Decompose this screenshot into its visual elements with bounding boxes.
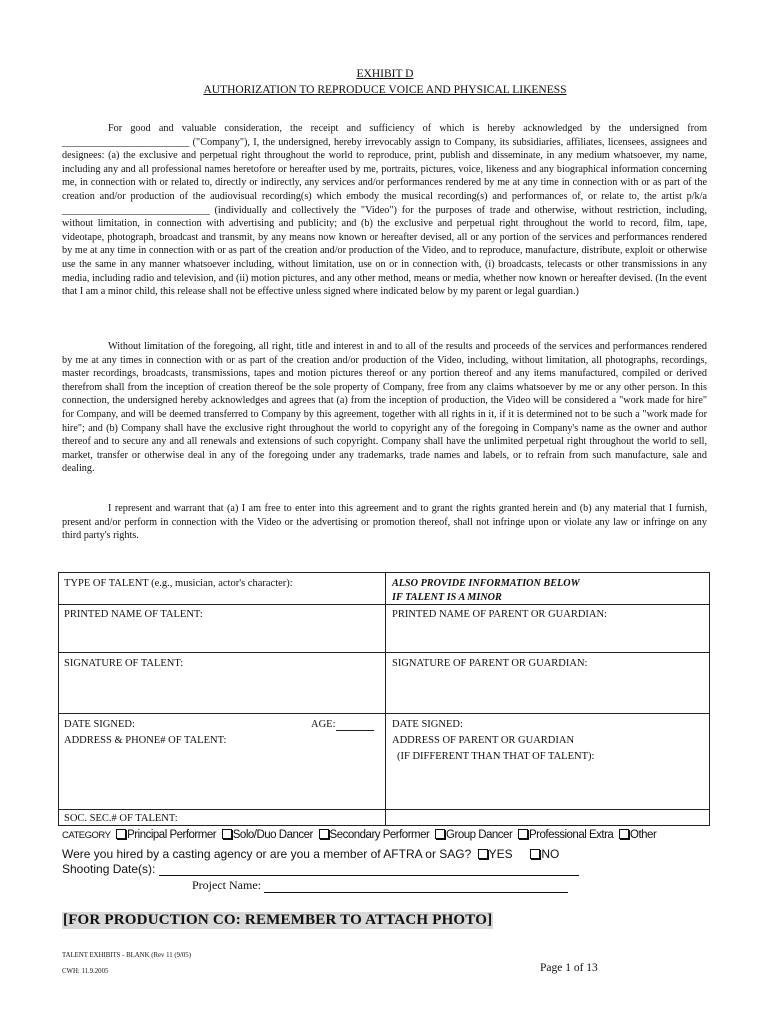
casting-question: Were you hired by a casting agency or are you a member of AFTRA or SAG? xyxy=(62,847,472,861)
project-name-row xyxy=(192,878,568,893)
paragraph-grant-of-rights: For good and valuable consideration, the receipt and sufficiency of which is hereby acknowledged by the undersigned from _________________________ ("Company"), I, the undersigned, hereby irrevocably assign to Company, its subsidiaries, affiliates, licensees, assignees and designees: (a) the exclusive and perpetual right throughout the world to reproduce, print, publish and disseminate, in any medium whatsoever, my name, including any and all professional names heretofore or hereafter used by me, portraits, pictures, voice, likeness and any biographical information concerning me, in connection with or related to, directly or indirectly, any services and/or performances rendered by me at any time in connection with or as part of the creation and/or production of the audiovisual recording(s) which embody the musical recording(s) and performances of, or relate to, the artist p/k/a _____________________________ (individually and collectively the "Video") for the purposes of trade and otherwise, without restriction, including, without limitation, in connection with advertising and publicity; and (b) the exclusive and perpetual right throughout the world to record, film, tape, videotape, photograph, broadcast and transmit, by any means now known or hereafter devised, all or any portion of the services and performances rendered by me at any time in connection with or as part of the creation and/or production of the Video, and to reproduce, manufacture, distribute, exploit or otherwise use the same in any manner whatsoever including, without limitation, use on or in connection with, (i) broadcasts, telecasts or other transmissions in any media, including radio and television, and (ii) motion pictures, and any other method, means or media, whether now known or hereafter devised. (In the event that I am a minor child, this release shall not be effective unless signed where indicated below by my parent or legal guardian.) xyxy=(62,123,707,298)
shooting-dates-label: Shooting Date(s): xyxy=(62,862,156,876)
casting-question-row xyxy=(62,847,559,861)
signature-parent-field[interactable]: SIGNATURE OF PARENT OR GUARDIAN: xyxy=(392,658,588,669)
table-row-divider xyxy=(59,652,709,653)
option-solo-duo-dancer: Solo/Duo Dancer xyxy=(232,829,313,841)
project-name-field[interactable] xyxy=(264,881,568,893)
footer-revision: CWH: 11.9.2005 xyxy=(62,968,109,975)
option-principal-performer: Principal Performer xyxy=(127,829,217,841)
checkbox-principal-performer[interactable] xyxy=(116,829,126,839)
minor-note-line1: ALSO PROVIDE INFORMATION BELOW xyxy=(392,578,580,589)
checkbox-other[interactable] xyxy=(619,829,629,839)
project-name-label: Project Name: xyxy=(192,878,261,892)
printed-name-talent-field[interactable]: PRINTED NAME OF TALENT: xyxy=(64,609,203,620)
paragraph-warranty: I represent and warrant that (a) I am free to enter into this agreement and to grant the rights granted herein and (b) any material that I furnish, present and/or perform in connection with the Video or the advertising or promotion thereof, shall not infringe upon or violate any law or infringe on any third party's rights. xyxy=(62,503,707,542)
printed-name-parent-field[interactable]: PRINTED NAME OF PARENT OR GUARDIAN: xyxy=(392,609,607,620)
option-group-dancer: Group Dancer xyxy=(446,829,513,841)
address-parent-field[interactable]: ADDRESS OF PARENT OR GUARDIAN xyxy=(392,735,575,746)
talent-info-table xyxy=(58,572,710,826)
age-field[interactable] xyxy=(311,718,374,731)
document-title: AUTHORIZATION TO REPRODUCE VOICE AND PHYSICAL LIKENESS xyxy=(203,84,567,96)
checkbox-solo-duo-dancer[interactable] xyxy=(222,829,232,839)
soc-sec-field[interactable]: SOC. SEC.# OF TALENT: xyxy=(64,813,178,824)
category-row xyxy=(62,829,712,841)
shooting-dates-row xyxy=(62,862,579,876)
address-talent-field[interactable]: ADDRESS & PHONE# OF TALENT: xyxy=(64,735,227,746)
paragraph-ownership: Without limitation of the foregoing, all right, title and interest in and to all of the results and proceeds of the services and performances rendered by me at any times in connection with or as part of the creation and/or production of the Video, including, without limitation, all photographs, recordings, master recordings, broadcasts, transmissions, tapes and motion pictures thereof or any portion thereof and any items manufactured, compiled or derived therefrom shall from the inception of creation thereof be the sole property of Company, free from any claims whatsoever by me or any other person. In this connection, the undersigned hereby acknowledges and agrees that (a) from the inception of production, the Video will be considered a "work made for hire" for Company, and will be deemed transferred to Company by this agreement, together with all rights in it, if it is determined not to be such a "work made for hire"; and (b) Company shall have the exclusive right throughout the world to copyright any of the foregoing in Company's name as the owner and author thereof and to secure any and all renewals and extensions of such copyright. Company shall have the unlimited perpetual right throughout the world to sell, market, transfer or otherwise deal in any of the foregoing under any trademarks, trade names and labels, or to refrain from such manufacture, sale and dealing. xyxy=(62,341,707,475)
page-number: Page 1 of 13 xyxy=(540,962,598,974)
date-signed-parent-field[interactable]: DATE SIGNED: xyxy=(392,719,463,730)
yes-label: YES xyxy=(488,847,513,861)
no-label: NO xyxy=(541,847,560,861)
age-blank-line xyxy=(336,720,374,731)
table-row-divider xyxy=(59,604,709,605)
type-of-talent-field[interactable]: TYPE OF TALENT (e.g., musician, actor's character): xyxy=(64,578,293,589)
footer-form-id: TALENT EXHIBITS - BLANK (Rev 11 (9/05) xyxy=(62,952,191,959)
option-secondary-performer: Secondary Performer xyxy=(329,829,430,841)
address-parent-note: (IF DIFFERENT THAN THAT OF TALENT): xyxy=(397,751,595,762)
option-professional-extra: Professional Extra xyxy=(528,829,614,841)
table-row-divider xyxy=(59,809,709,810)
age-label: AGE: xyxy=(311,719,336,730)
category-label: CATEGORY xyxy=(62,830,111,841)
table-row-divider xyxy=(59,713,709,714)
checkbox-group-dancer[interactable] xyxy=(435,829,445,839)
checkbox-no[interactable] xyxy=(530,849,540,859)
table-column-divider xyxy=(385,573,386,825)
exhibit-heading: EXHIBIT D xyxy=(356,68,414,80)
shooting-dates-field[interactable] xyxy=(159,864,579,876)
signature-talent-field[interactable]: SIGNATURE OF TALENT: xyxy=(64,658,184,669)
minor-note-line2: IF TALENT IS A MINOR xyxy=(392,592,502,603)
checkbox-professional-extra[interactable] xyxy=(518,829,528,839)
option-other: Other xyxy=(630,829,657,841)
date-signed-talent-field[interactable]: DATE SIGNED: xyxy=(64,719,135,730)
attach-photo-note: [FOR PRODUCTION CO: REMEMBER TO ATTACH PHOTO] xyxy=(63,912,493,928)
checkbox-yes[interactable] xyxy=(478,849,488,859)
checkbox-secondary-performer[interactable] xyxy=(319,829,329,839)
